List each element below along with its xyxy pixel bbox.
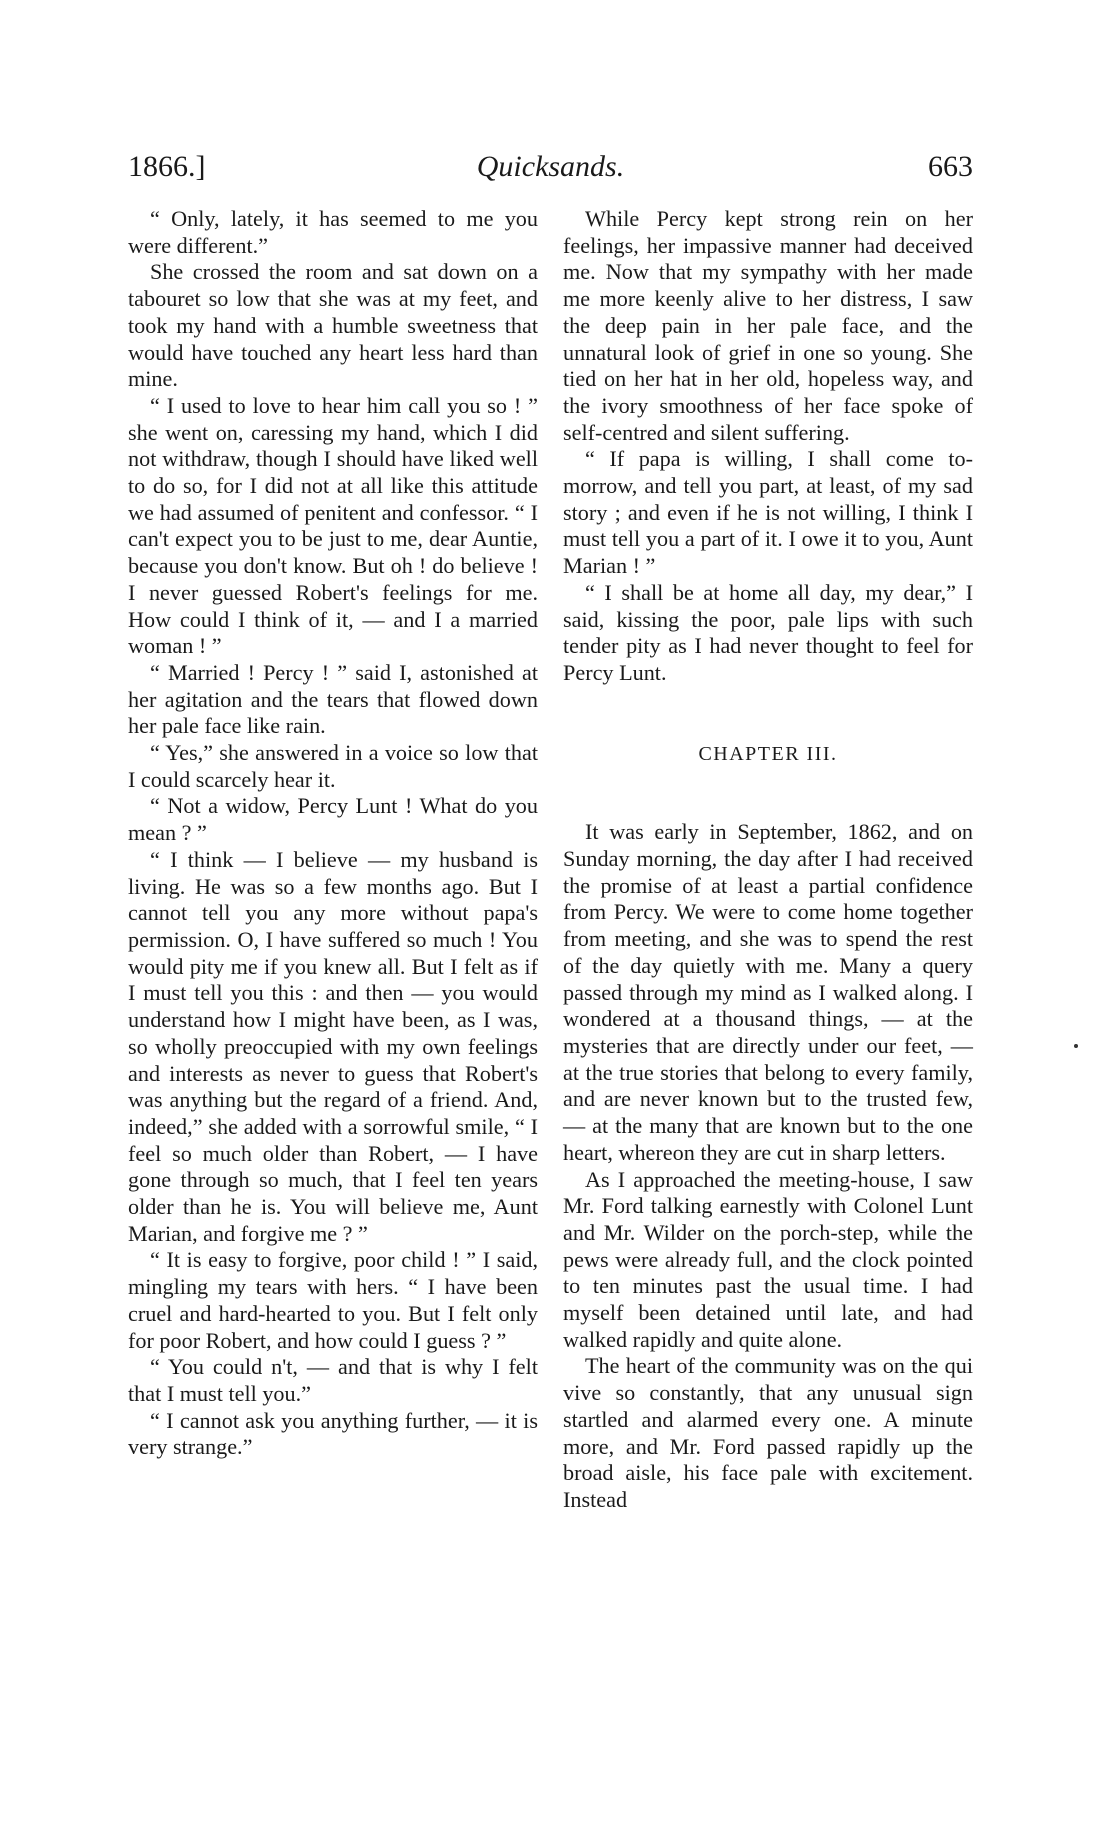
paragraph: “ Married ! Percy ! ” said I, astonished at her agitation and the tears that flowed down her pale face like rain. [128,659,538,739]
paragraph: As I approached the meeting-house, I saw Mr. Ford talking earnestly with Colonel Lunt and Mr. Wilder on the porch-step, while the pews were already full, and the clock pointed to ten minutes past the usual time. I had myself been detained until late, and had walked rapidly and quite alone. [563,1166,973,1352]
paragraph: “ I think — I believe — my husband is living. He was so a few months ago. But I cannot tell you any more without papa's permission. O, I have suffered so much ! You would pity me if you knew all. But I felt as if I must tell you this : and then — you would understand how I might have been, as I was, so wholly preoccupied with my own feelings and interests as never to guess that Robert's was anything but the regard of a friend. And, indeed,” she added with a sorrowful smile, “ I feel so much older than Robert, — I have gone through so much, that I feel ten years older than he is. You will believe me, Aunt Marian, and forgive me ? ” [128,846,538,1246]
page-number: 663 [928,150,973,183]
paragraph: “ Only, lately, it has seemed to me you were different.” [128,206,538,258]
paragraph: “ I shall be at home all day, my dear,” I said, kissing the poor, pale lips with such tender pity as I had never thought to feel for Percy Lunt. [563,579,973,685]
header-title: Quicksands. [476,150,625,183]
paragraph: “ It is easy to forgive, poor child ! ” I said, mingling my tears with hers. “ I have been cruel and hard-hearted to you. But I felt only for poor Robert, and how could I guess ? ” [128,1247,538,1353]
chapter-heading: CHAPTER III. [698,742,838,765]
ink-fleck [1074,1044,1078,1048]
paragraph: “ I cannot ask you anything further, — it is very strange.” [128,1407,538,1460]
paragraph: “ I used to love to hear him call you so ! ” she went on, caressing my hand, which I did not withdraw, though I should have liked well to do so, for I did not at all like this attitude we had assumed of penitent and confessor. “ I can't expect you to be just to me, dear Auntie, because you don't know. But oh ! do believe ! I never guessed Robert's feelings for me. How could I think of it, — and I a married woman ! ” [128,392,538,659]
paragraph: “ Yes,” she answered in a voice so low that I could scarcely hear it. [128,740,538,792]
paragraph: “ If papa is willing, I shall come to-morrow, and tell you part, at least, of my sad story ; and even if he is not willing, I think I must tell you a part of it. I owe it to you, Aunt Marian ! ” [563,446,973,579]
paragraph: It was early in September, 1862, and on Sunday morning, the day after I had received the promise of at least a partial confidence from Percy. We were to come home together from meeting, and she was to spend the rest of the day quietly with me. Many a query passed through my mind as I walked along. I wondered at a thousand things, — at the mysteries that are directly under our feet, — at the true stories that belong to every family, and are never known but to the trusted few, — at the many that are known but to the one heart, whereon they are cut in sharp letters. [563,819,973,1165]
header-year: 1866.] [128,150,206,183]
paragraph: “ You could n't, — and that is why I felt that I must tell you.” [128,1354,538,1406]
running-head [128,150,973,190]
paragraph: She crossed the room and sat down on a tabouret so low that she was at my feet, and took my hand with a humble sweetness that would have touched any heart less hard than mine. [128,259,538,392]
paragraph: While Percy kept strong rein on her feelings, her impassive manner had deceived me. Now that my sympathy with her made me more keenly alive to her distress, I saw the deep pain in her pale face, and the unnatural look of grief in one so young. She tied on her hat in her old, hopeless way, and the ivory smoothness of her face spoke of self-centred and silent suffering. [563,206,973,445]
paragraph: The heart of the community was on the qui vive so constantly, that any unusual sign startled and alarmed every one. A minute more, and Mr. Ford passed rapidly up the broad aisle, his face pale with excitement. Instead [563,1353,973,1512]
right-column [563,206,973,1514]
paragraph: “ Not a widow, Percy Lunt ! What do you mean ? ” [128,793,538,846]
left-column [128,206,538,1461]
